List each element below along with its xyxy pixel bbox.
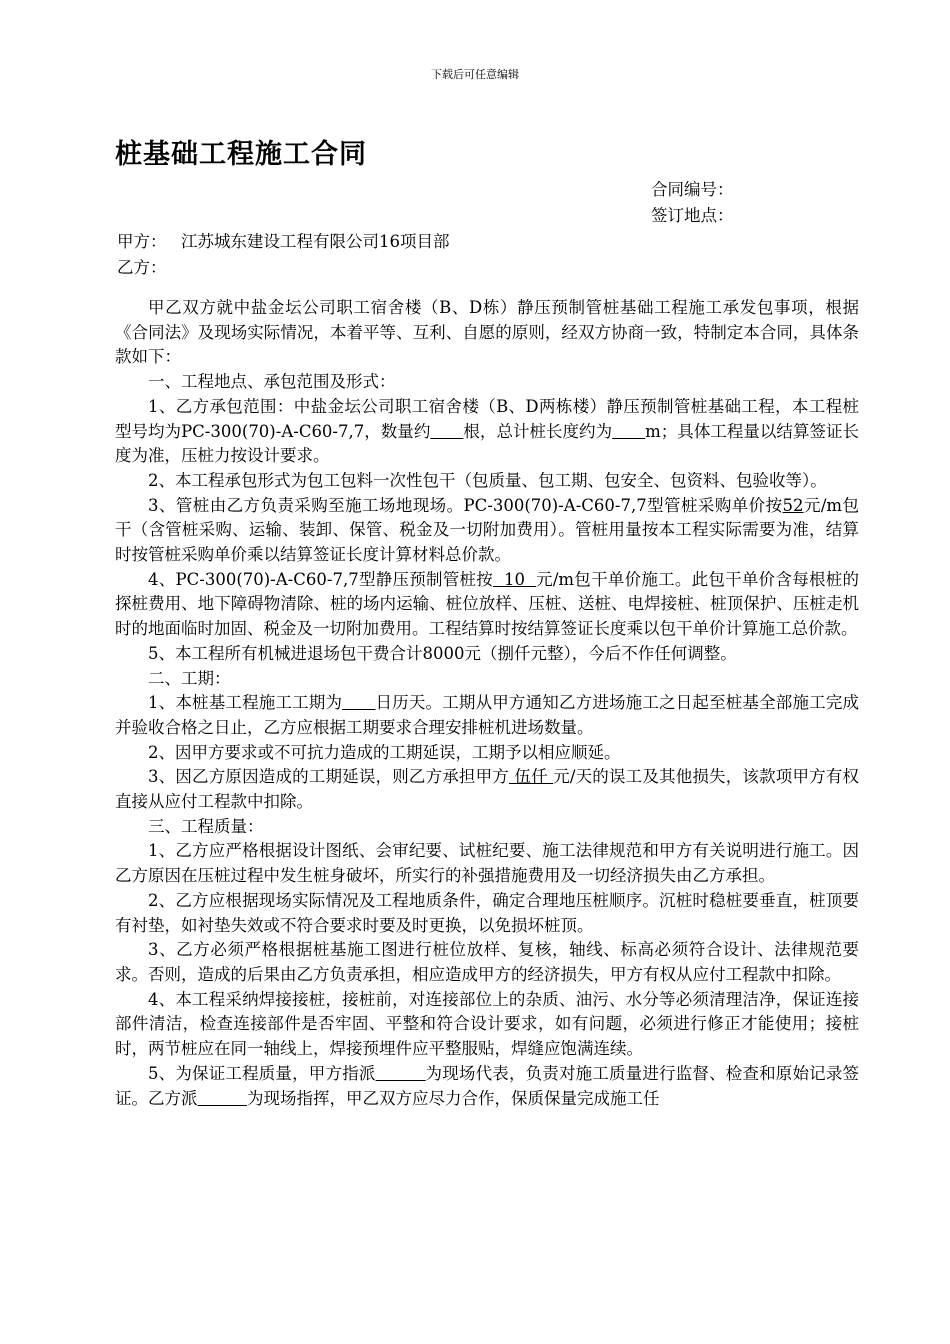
clause-1-5: 5、本工程所有机械进退场包干费合计8000元（捌仟元整），今后不作任何调整。 [148,643,737,663]
signing-place-label: 签订地点： [651,206,734,225]
clause-1-1: 1、乙方承包范围：中盐金坛公司职工宿舍楼（B、D两栋楼）静压预制管桩基础工程，本工程桩型号均为PC-300(70)-A-C60-7,7，数量约 根，总计桩长度约为 m；具体工程量以结算签证长度为准，压桩力按设计要求。 [115,396,860,466]
party-a-label: 甲方： [117,232,167,251]
clause-2-2: 2、因甲方要求或不可抗力造成的工期延误，工期予以相应顺延。 [148,742,621,762]
header-note: 下载后可任意编辑 [431,68,519,81]
purchase-price: 52 [782,495,804,515]
section-3-heading: 三、工程质量： [148,816,264,836]
party-b-commander-blank [198,1089,248,1108]
party-a-representative-blank [376,1064,426,1083]
section-1-heading: 一、工程地点、承包范围及形式： [148,372,396,392]
delay-penalty: 伍仟 [508,767,554,787]
contract-body [115,296,859,1111]
clause-1-3: 3、管桩由乙方负责采购至施工场地现场。PC-300(70)-A-C60-7,7型管桩采购单价按52元/m包干（含管桩采购、运输、装卸、保管、税金及一切附加费用）。管桩用量按本工程实际需要为准，结算时按管桩采购单价乘以结算签证长度计算材料总价款。 [115,495,859,565]
clause-3-4: 4、本工程采纳焊接接桩，接桩前，对连接部位上的杂质、油污、水分等必须清理洁净，保证连接部件清洁，检查连接部件是否牢固、平整和符合设计要求，如有问题，必须进行修正才能使用；接桩时，两节桩应在同一轴线上，焊接预埋件应平整服贴，焊缝应饱满连续。 [115,989,859,1059]
party-a [117,228,450,252]
intro-paragraph: 甲乙双方就中盐金坛公司职工宿舍楼（B、D栋）静压预制管桩基础工程施工承发包事项，根据《合同法》及现场实际情况，本着平等、互利、自愿的原则，经双方协商一致，特制定本合同，具体条款如下： [115,298,859,367]
pile-count-blank [430,422,463,441]
section-2-heading: 二、工期： [148,668,231,688]
party-b-label: 乙方： [117,258,167,277]
pile-length-blank [612,422,645,441]
party-a-name: 江苏城东建设工程有限公司16项目部 [181,232,450,251]
party-b [117,254,181,278]
clause-1-4: 4、PC-300(70)-A-C60-7,7型静压预制管桩按 10 元/m包干单价施工。此包干单价含每根桩的探桩费用、地下障碍物清除、桩的场内运输、桩位放样、压桩、送桩、电焊接桩、桩顶保护、压桩走机时的地面临时加固、税金及一切附加费用。工程结算时按结算签证长度乘以包干单价计算施工总价款。 [115,569,859,639]
document-title: 桩基础工程施工合同 [115,139,367,170]
clause-3-1: 1、乙方应严格根据设计图纸、会审纪要、试桩纪要、施工法律规范和甲方有关说明进行施工。因乙方原因在压桩过程中发生桩身破坏，所实行的补强措施费用及一切经济损失由乙方承担。 [115,841,859,886]
clause-2-3: 3、因乙方原因造成的工期延误，则乙方承担甲方 伍仟 元/天的误工及其他损失，该款项甲方有权直接从应付工程款中扣除。 [115,767,859,812]
clause-3-3: 3、乙方必须严格根据桩基施工图进行桩位放样、复核，轴线、标高必须符合设计、法律规范要求。否则，造成的后果由乙方负责承担，相应造成甲方的经济损失，甲方有权从应付工程款中扣除。 [115,940,859,984]
duration-blank [342,693,375,712]
clause-1-2: 2、本工程承包形式为包工包料一次性包干（包质量、包工期、包安全、包资料、包验收等）。 [148,470,827,490]
clause-3-5: 5、为保证工程质量，甲方指派 为现场代表，负责对施工质量进行监督、检查和原始记录签证。乙方派 为现场指挥，甲乙双方应尽力合作，保质保量完成施工任 [115,1063,860,1108]
contract-number-label: 合同编号： [651,180,734,199]
construction-unit-price: 10 [493,569,537,589]
clause-2-1: 1、本桩基工程施工工期为 日历天。工期从甲方通知乙方进场施工之日起至桩基全部施工完成并验收合格之日止，乙方应根据工期要求合理安排桩机进场数量。 [115,693,860,737]
clause-3-2: 2、乙方应根据现场实际情况及工程地质条件，确定合理地压桩顺序。沉桩时稳桩要垂直，桩顶要有衬垫，如衬垫失效或不符合要求时要及时更换，以免损坏桩顶。 [115,890,859,935]
